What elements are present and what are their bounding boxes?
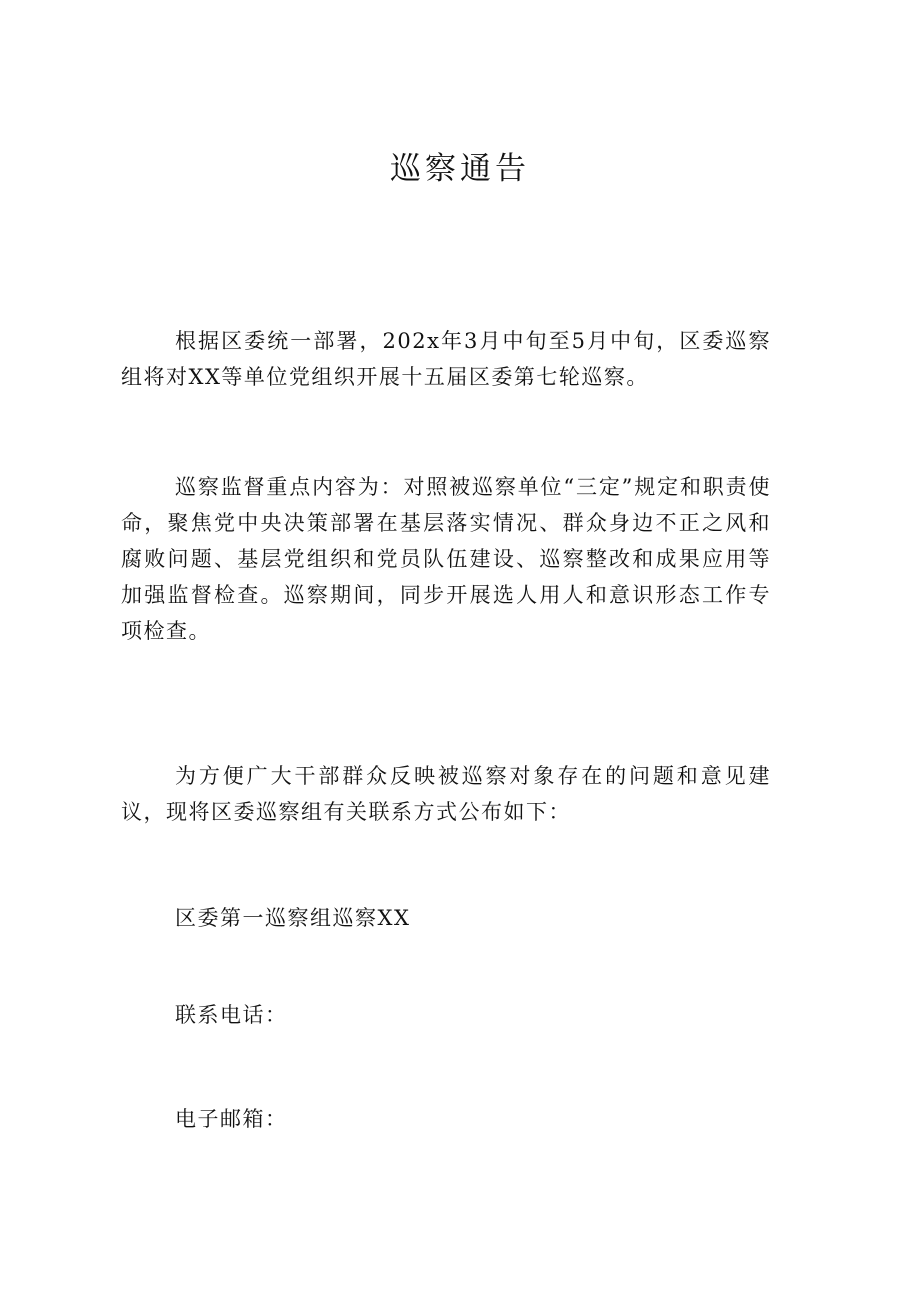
paragraph-inspection-group: 区委第一巡察组巡察XX	[175, 906, 411, 930]
paragraph-inspection-focus: 巡察监督重点内容为：对照被巡察单位“三定”规定和职责使命，聚焦党中央决策部署在基层落实情况、群众身边不正之风和腐败问题、基层党组织和党员队伍建设、巡察整改和成果应用等加强监督检查。巡察期间，同步开展选人用人和意识形态工作专项检查。	[121, 475, 771, 643]
paragraph-contact-phone: 联系电话：	[175, 1003, 288, 1027]
document-title: 巡察通告	[390, 151, 530, 187]
paragraph-contact-email: 电子邮箱：	[175, 1107, 288, 1131]
paragraph-contact-intro: 为方便广大干部群众反映被巡察对象存在的问题和意见建议，现将区委巡察组有关联系方式公布如下：	[121, 764, 771, 824]
paragraph-inspection-schedule: 根据区委统一部署，202x年3月中旬至5月中旬，区委巡察组将对XX等单位党组织开展十五届区委第七轮巡察。	[121, 329, 771, 389]
